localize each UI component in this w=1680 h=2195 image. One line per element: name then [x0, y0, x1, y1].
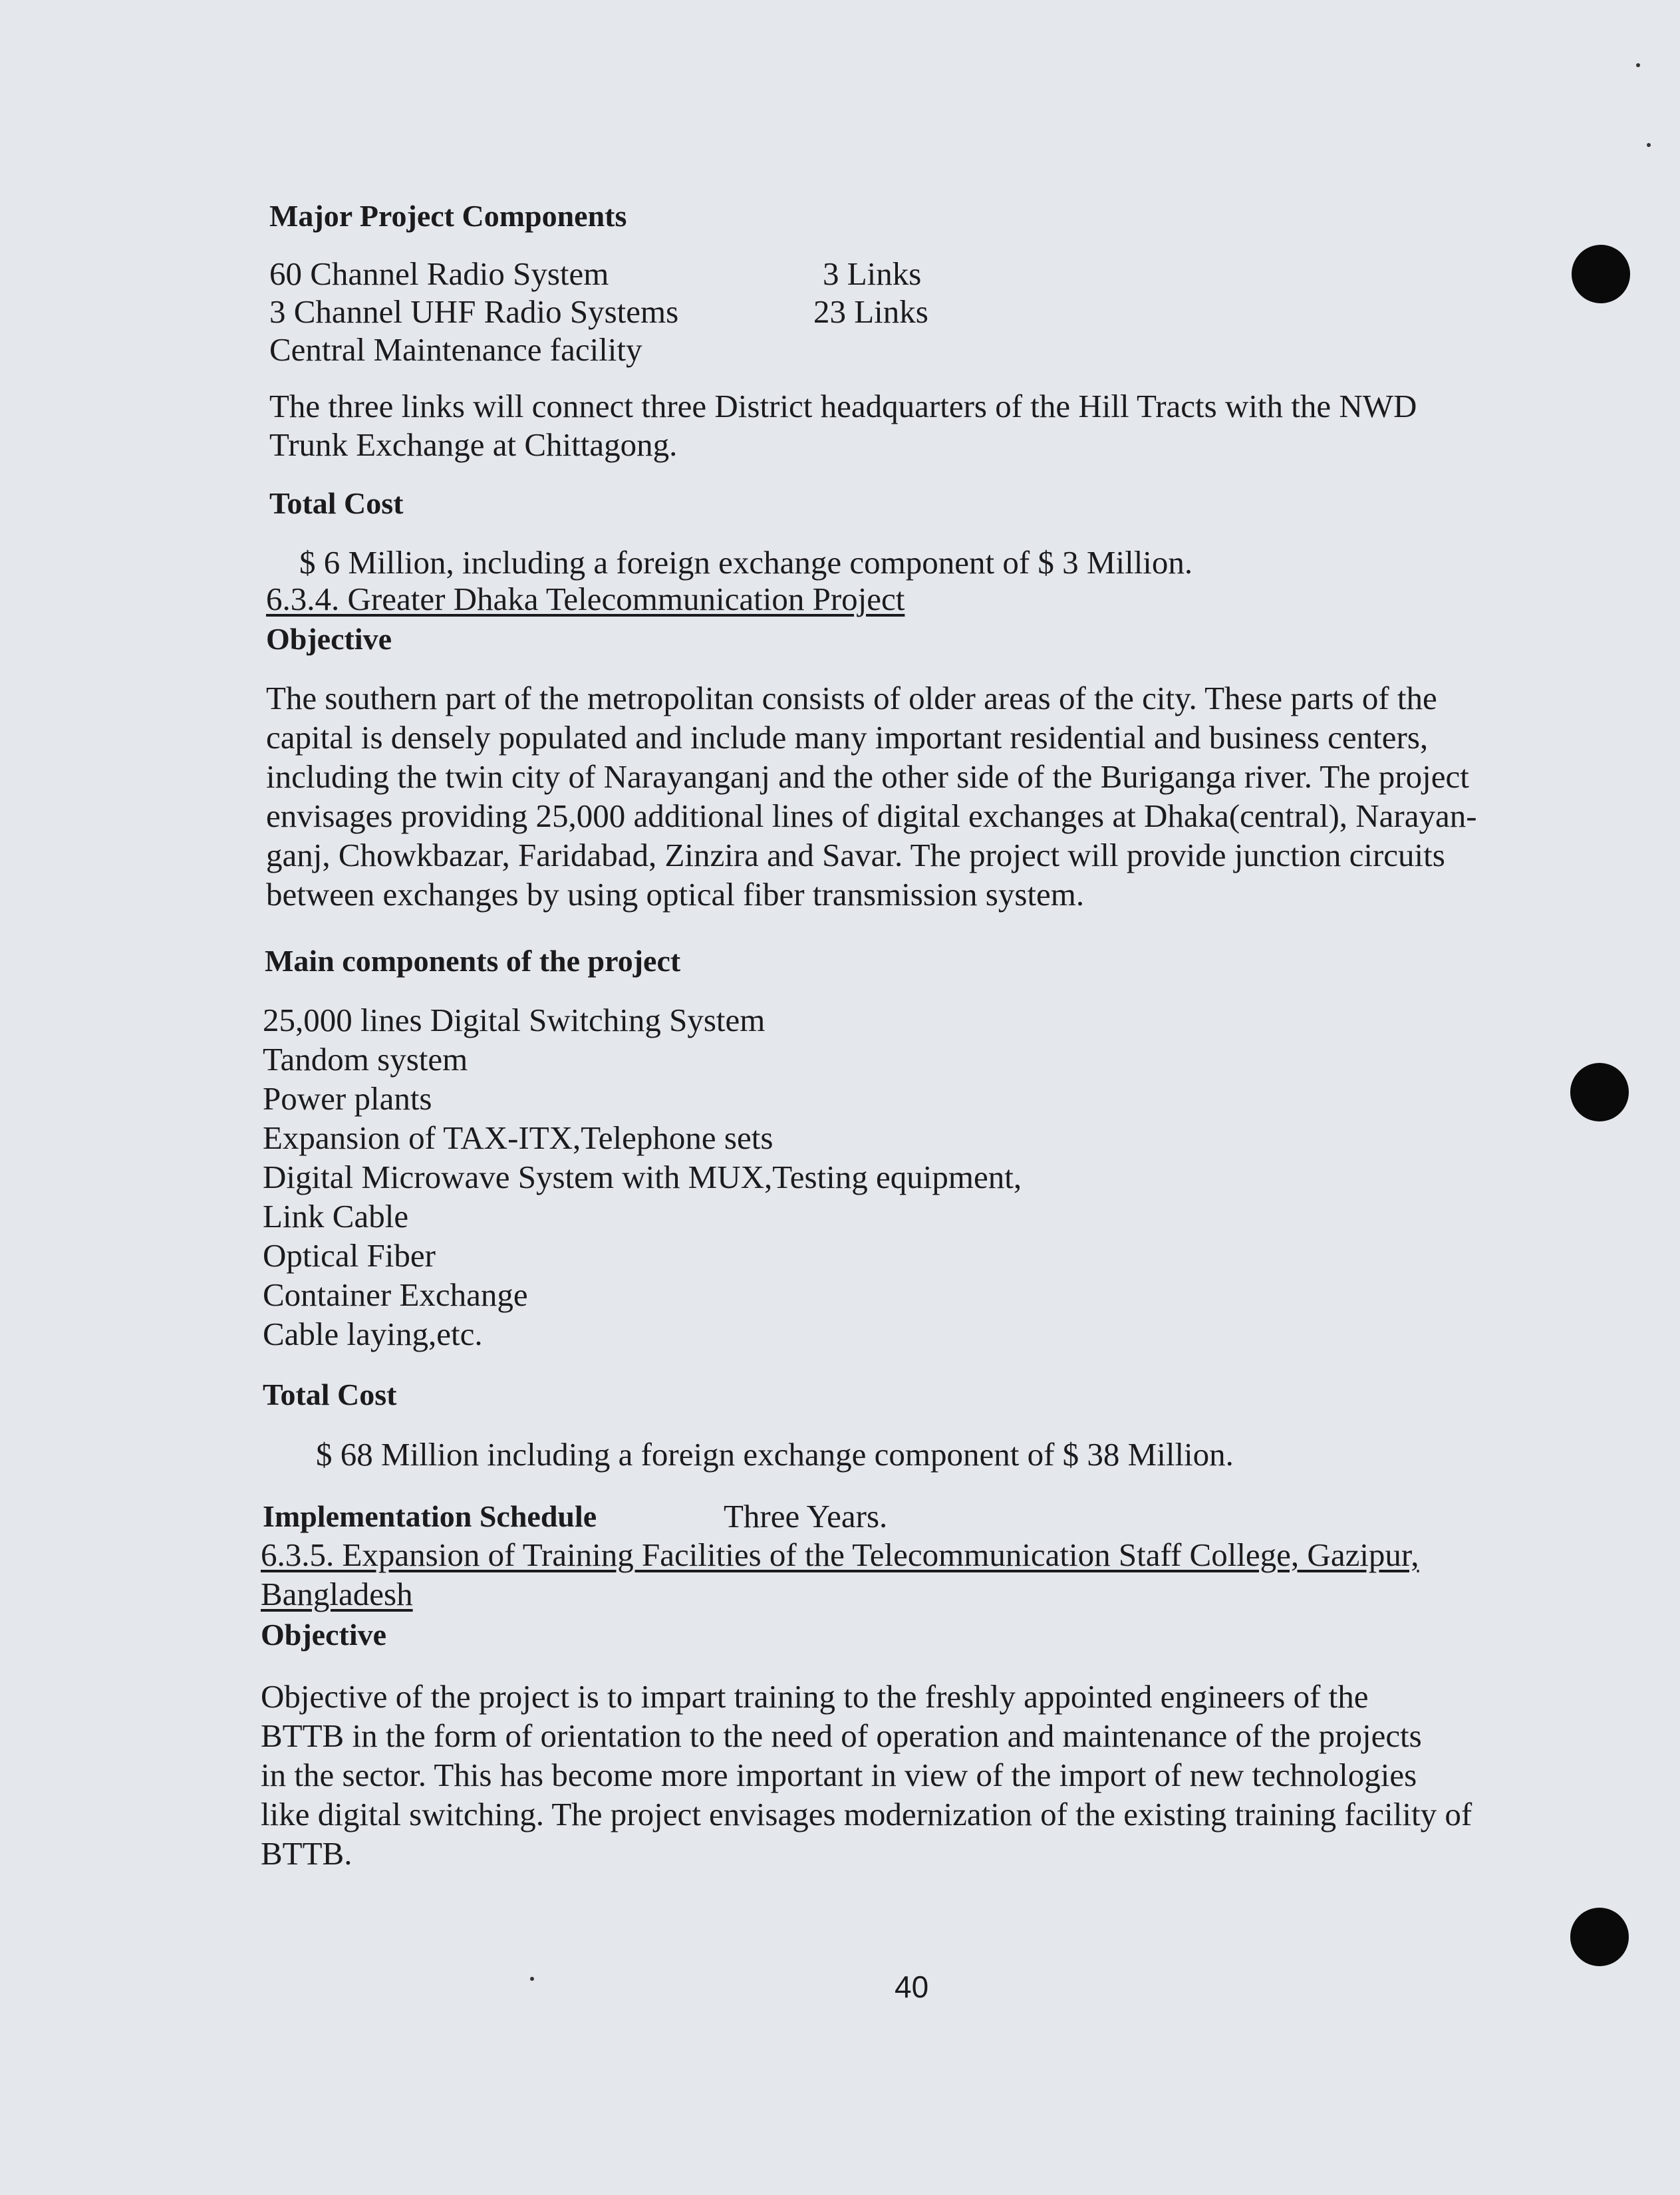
list-item: Digital Microwave System with MUX,Testing equipment,	[263, 1159, 1022, 1195]
objective-heading: Objective	[261, 1618, 387, 1652]
paragraph-line: between exchanges by using optical fiber transmission system.	[266, 876, 1085, 913]
speck-mark	[1647, 143, 1651, 147]
page-number: 40	[895, 1970, 929, 2004]
component-name: 60 Channel Radio System	[269, 255, 609, 292]
list-item: Cable laying,etc.	[263, 1316, 483, 1352]
paragraph-line: The southern part of the metropolitan consists of older areas of the city. These parts of the	[266, 680, 1437, 716]
paragraph-line: BTTB.	[261, 1835, 352, 1872]
component-name: 3 Channel UHF Radio Systems	[269, 293, 679, 330]
list-item: 25,000 lines Digital Switching System	[263, 1002, 766, 1038]
list-item: Container Exchange	[263, 1276, 528, 1313]
total-cost-text: $ 6 Million, including a foreign exchange component of $ 3 Million.	[299, 544, 1193, 581]
component-quantity: 23 Links	[813, 293, 928, 330]
paragraph-line: Objective of the project is to impart training to the freshly appointed engineers of the	[261, 1678, 1369, 1715]
total-cost-heading: Total Cost	[263, 1378, 397, 1411]
component-quantity: 3 Links	[823, 255, 922, 292]
major-components-heading: Major Project Components	[269, 199, 627, 233]
paragraph-line: Trunk Exchange at Chittagong.	[269, 426, 678, 463]
punch-hole-middle	[1570, 1063, 1629, 1121]
paragraph-line: in the sector. This has become more important in view of the import of new technologies	[261, 1757, 1417, 1793]
list-item: Expansion of TAX-ITX,Telephone sets	[263, 1119, 773, 1156]
paragraph-line: like digital switching. The project envisages modernization of the existing training facility of	[261, 1796, 1472, 1832]
paragraph-line: The three links will connect three District headquarters of the Hill Tracts with the NWD	[269, 388, 1417, 424]
paragraph-line: BTTB in the form of orientation to the need of operation and maintenance of the projects	[261, 1717, 1422, 1754]
components-heading: Main components of the project	[265, 944, 681, 978]
section-title-continued: Bangladesh	[261, 1576, 413, 1612]
total-cost-text: $ 68 Million including a foreign exchange component of $ 38 Million.	[316, 1436, 1234, 1473]
component-name: Central Maintenance facility	[269, 331, 642, 368]
paragraph-line: capital is densely populated and include many important residential and business centers,	[266, 719, 1429, 756]
list-item: Tandom system	[263, 1041, 468, 1078]
section-title: 6.3.4. Greater Dhaka Telecommunication Project	[266, 581, 905, 617]
paragraph-line: envisages providing 25,000 additional lines of digital exchanges at Dhaka(central), Narayan-	[266, 798, 1477, 834]
punch-hole-bottom	[1570, 1908, 1629, 1966]
paragraph-line: ganj, Chowkbazar, Faridabad, Zinzira and Savar. The project will provide junction circuits	[266, 837, 1445, 873]
punch-hole-top	[1572, 245, 1630, 303]
paragraph-line: including the twin city of Narayanganj and the other side of the Buriganga river. The project	[266, 758, 1469, 795]
speck-mark	[530, 1977, 534, 1981]
schedule-value: Three Years.	[724, 1498, 888, 1535]
objective-heading: Objective	[266, 622, 392, 656]
section-title: 6.3.5. Expansion of Training Facilities of the Telecommunication Staff College, Gazipur,	[261, 1536, 1419, 1573]
total-cost-heading: Total Cost	[269, 486, 404, 520]
list-item: Link Cable	[263, 1198, 409, 1235]
list-item: Power plants	[263, 1080, 432, 1117]
list-item: Optical Fiber	[263, 1237, 436, 1274]
speck-mark	[1636, 63, 1640, 67]
schedule-label: Implementation Schedule	[263, 1499, 597, 1533]
